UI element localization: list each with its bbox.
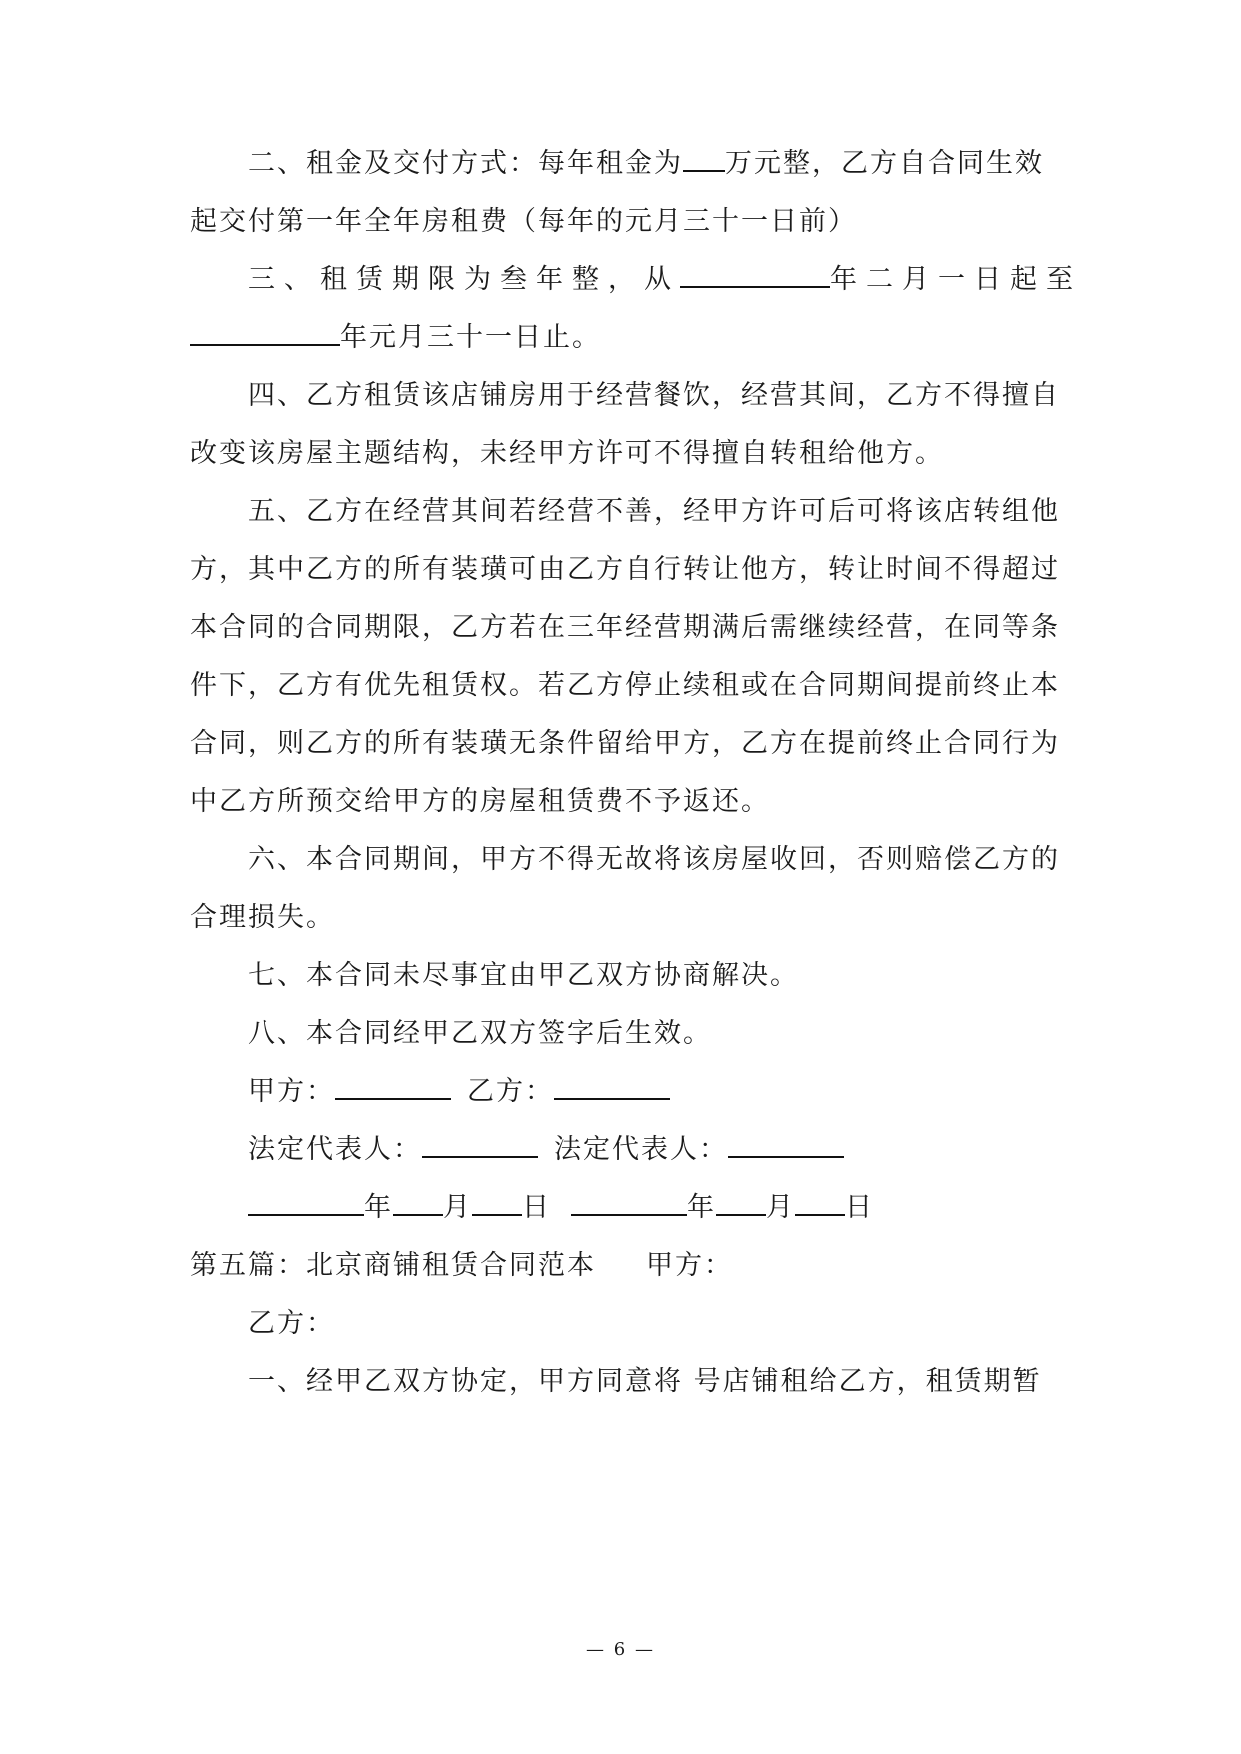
party-a-blank — [335, 1072, 451, 1100]
date-a-month-blank — [393, 1188, 443, 1216]
section-clause-1: 一、经甲乙双方协定，甲方同意将 号店铺租给乙方，租赁期暂 — [248, 1366, 1042, 1397]
party-b-blank — [554, 1072, 670, 1100]
clause-5-line-2: 方，其中乙方的所有装璜可由乙方自行转让他方，转让时间不得超过 — [190, 554, 1060, 585]
rep-a-blank — [422, 1130, 538, 1158]
date-b-year-blank — [571, 1188, 687, 1216]
date-a-day-blank — [472, 1188, 522, 1216]
rep-b-blank — [728, 1130, 844, 1158]
section-party-b: 乙方： — [248, 1308, 335, 1339]
clause-5-line-4: 件下，乙方有优先租赁权。若乙方停止续租或在合同期间提前终止本 — [190, 670, 1060, 701]
clause-6-line-1: 六、本合同期间，甲方不得无故将该房屋收回，否则赔偿乙方的 — [248, 844, 1060, 875]
clause-4-line-2: 改变该房屋主题结构，未经甲方许可不得擅自转租给他方。 — [190, 438, 944, 469]
date-a-year-blank — [248, 1188, 364, 1216]
clause-5-line-1: 五、乙方在经营其间若经营不善，经甲方许可后可将该店转组他 — [248, 496, 1060, 527]
clause-5-line-3: 本合同的合同期限，乙方若在三年经营期满后需继续经营，在同等条 — [190, 612, 1060, 643]
section-heading — [190, 1246, 1060, 1286]
clause-3-line-2: 年元月三十一日止。 — [190, 318, 1060, 358]
clause-5-line-5: 合同，则乙方的所有装璜无条件留给甲方，乙方在提前终止合同行为 — [190, 728, 1060, 759]
section-title: 第五篇：北京商铺租赁合同范本 — [190, 1250, 596, 1281]
section-party-a: 甲方： — [646, 1250, 733, 1281]
clause-4-line-1: 四、乙方租赁该店铺房用于经营餐饮，经营其间，乙方不得擅自 — [248, 380, 1060, 411]
clause-2-line-2: 起交付第一年全年房租费（每年的元月三十一日前） — [190, 206, 857, 237]
start-year-blank — [680, 260, 830, 288]
clause-6-line-2: 合理损失。 — [190, 902, 335, 933]
clause-8: 八、本合同经甲乙双方签字后生效。 — [248, 1018, 712, 1049]
signature-dates: 年 月 日 年 月 日 — [248, 1188, 1060, 1228]
end-year-blank — [190, 318, 340, 346]
date-b-day-blank — [795, 1188, 845, 1216]
signature-parties: 甲方： 乙方： — [248, 1072, 1060, 1112]
clause-2-line-1: 二、租金及交付方式：每年租金为 万元整，乙方自合同生效 — [248, 144, 1060, 184]
clause-7: 七、本合同未尽事宜由甲乙双方协商解决。 — [248, 960, 799, 991]
page-number: — 6 — — [586, 1639, 655, 1660]
date-b-month-blank — [716, 1188, 766, 1216]
clause-3-line-1: 三、租赁期限为叁年整，从 年二月一日起至 — [248, 260, 1060, 300]
rent-amount-blank — [683, 144, 725, 172]
signature-representatives: 法定代表人： 法定代表人： — [248, 1130, 1060, 1170]
clause-5-line-6: 中乙方所预交给甲方的房屋租赁费不予返还。 — [190, 786, 770, 817]
